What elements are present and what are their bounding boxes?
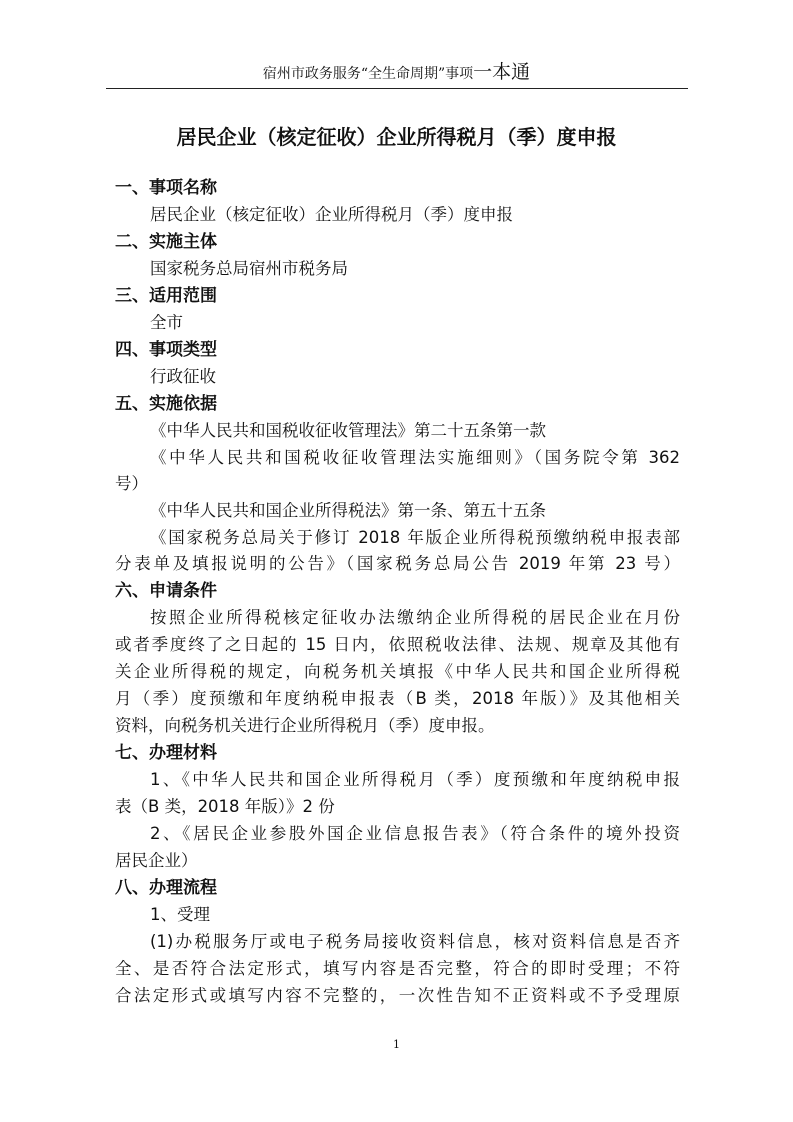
- subject-text: 国家税务总局宿州市税务局: [150, 259, 348, 278]
- section-heading-scope: 三、适用范围: [115, 286, 217, 306]
- materials-item-2-cont: 居民企业）: [115, 851, 198, 870]
- conditions-line-5: 资料，向税务机关进行企业所得税月（季）度申报。: [115, 716, 495, 735]
- materials-item-1-cont: 表（B 类，2018 年版）》2 份: [115, 797, 335, 816]
- section-heading-subject: 二、实施主体: [115, 232, 217, 252]
- basis-line-2: 《中华人民共和国税收征收管理法实施细则》（国务院令第 362: [150, 448, 680, 467]
- section-heading-conditions: 六、申请条件: [115, 581, 217, 601]
- materials-item-1: 1、《中华人民共和国企业所得税月（季）度预缴和年度纳税申报: [150, 770, 680, 789]
- process-step-accept: 1、受理: [150, 905, 210, 924]
- scope-text: 全市: [150, 313, 183, 332]
- document-title: 居民企业（核定征收）企业所得税月（季）度申报: [176, 125, 617, 149]
- running-header-text: 宿州市政务服务“全生命周期”事项: [262, 66, 474, 82]
- item-name-text: 居民企业（核定征收）企业所得税月（季）度申报: [150, 205, 513, 224]
- basis-line-1: 《中华人民共和国税收征收管理法》第二十五条第一款: [150, 421, 546, 440]
- section-heading-materials: 七、办理材料: [115, 743, 217, 763]
- basis-line-4: 《国家税务总局关于修订 2018 年版企业所得税预缴纳税申报表部: [150, 528, 680, 547]
- basis-line-2-cont: 号）: [115, 474, 148, 493]
- type-text: 行政征收: [150, 367, 216, 386]
- conditions-line-2: 或者季度终了之日起的 15 日内，依照税收法律、法规、规章及其他有: [115, 635, 680, 654]
- header-rule: [106, 88, 688, 89]
- section-heading-type: 四、事项类型: [115, 340, 217, 360]
- conditions-line-1: 按照企业所得税核定征收办法缴纳企业所得税的居民企业在月份: [150, 608, 680, 627]
- page-number: 1: [393, 1038, 400, 1051]
- section-heading-basis: 五、实施依据: [115, 394, 217, 414]
- conditions-line-3: 关企业所得税的规定，向税务机关填报《中华人民共和国企业所得税: [115, 662, 680, 681]
- process-line-2: 全、是否符合法定形式，填写内容是否完整，符合的即时受理；不符: [115, 959, 680, 978]
- process-line-1: (1)办税服务厅或电子税务局接收资料信息，核对资料信息是否齐: [150, 932, 680, 951]
- running-header-tail: 一本通: [473, 61, 531, 83]
- section-heading-name: 一、事项名称: [115, 178, 217, 198]
- process-line-3: 合法定形式或填写内容不完整的，一次性告知不正资料或不予受理原: [115, 986, 680, 1005]
- conditions-line-4: 月（季）度预缴和年度纳税申报表（B 类，2018 年版）》及其他相关: [115, 689, 680, 708]
- basis-line-3: 《中华人民共和国企业所得税法》第一条、第五十五条: [150, 501, 546, 520]
- running-header: [0, 62, 793, 84]
- materials-item-2: 2、《居民企业参股外国企业信息报告表》（符合条件的境外投资: [150, 824, 680, 843]
- section-heading-process: 八、办理流程: [115, 878, 217, 898]
- basis-line-4-cont: 分表单及填报说明的公告》（国家税务总局公告 2019 年第 23 号）: [115, 554, 680, 573]
